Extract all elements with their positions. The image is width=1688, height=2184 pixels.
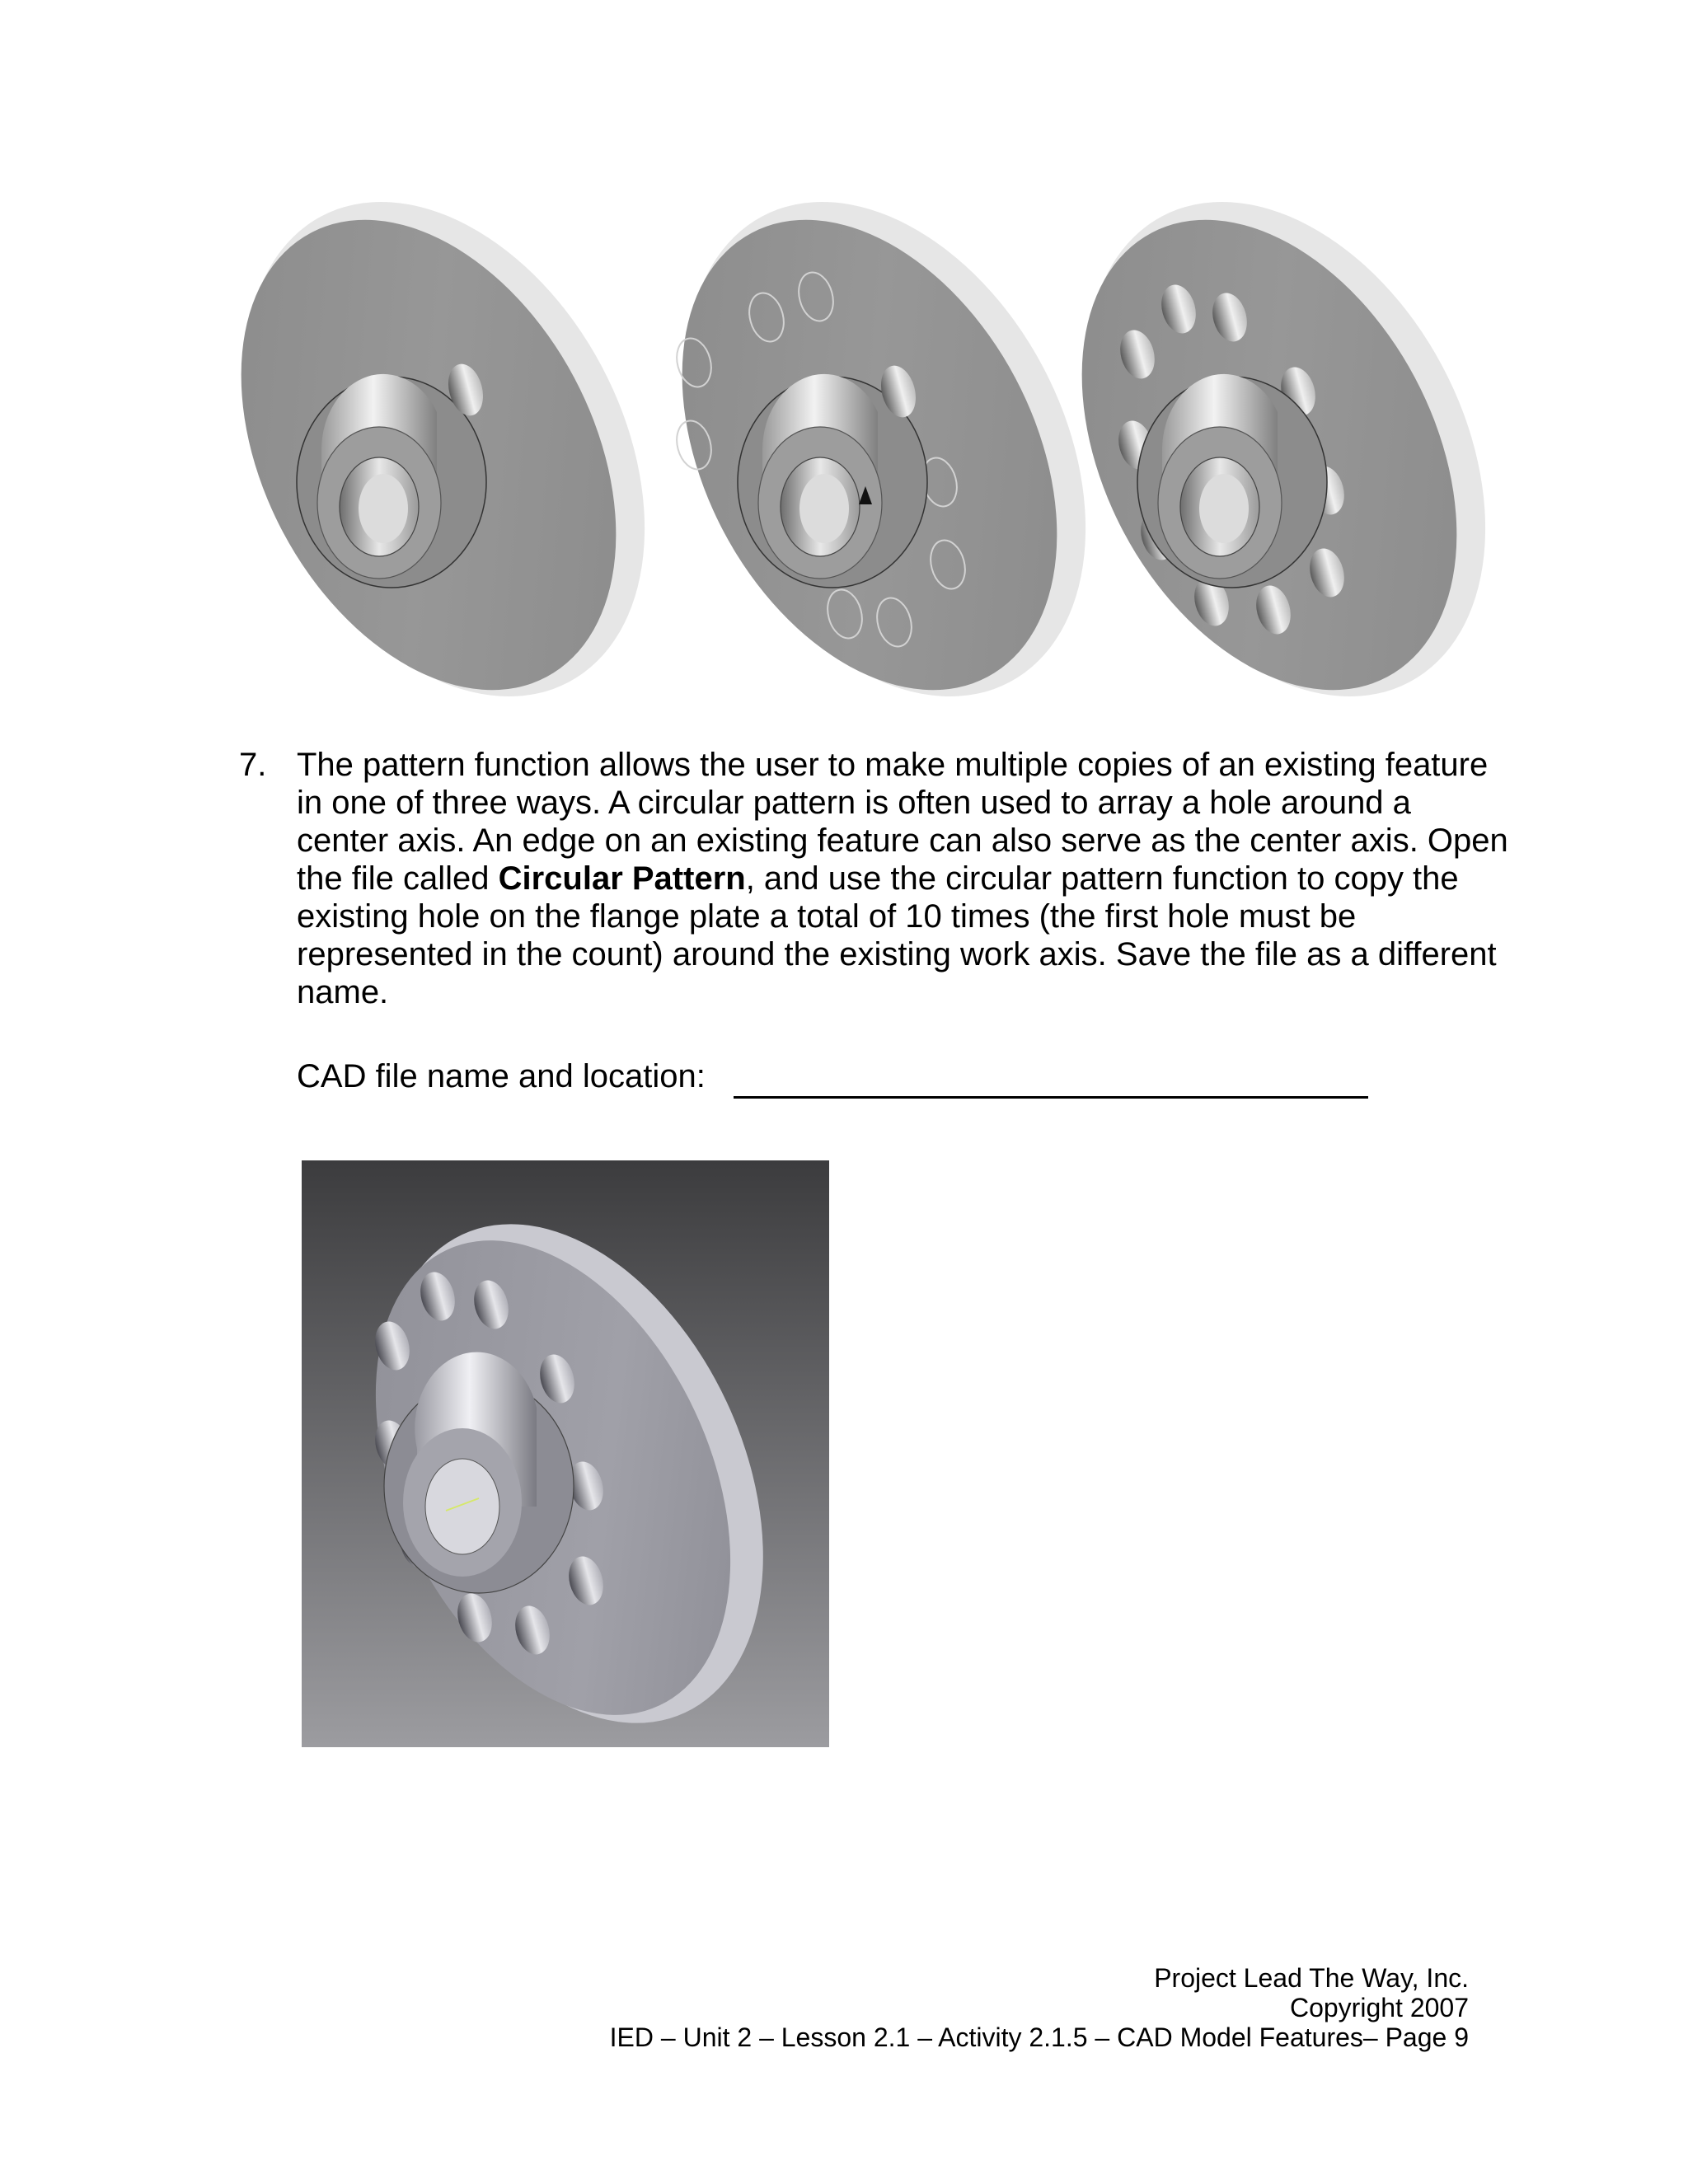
footer-copyright: Copyright 2007 [1289, 1993, 1469, 2022]
cad-file-input-line[interactable] [734, 1096, 1368, 1099]
footer-page-reference: IED – Unit 2 – Lesson 2.1 – Activity 2.1.5 – CAD Model Features– Page 9 [609, 2022, 1469, 2052]
flange-plate-ten-holes [1006, 198, 1492, 725]
cad-file-label: CAD file name and location: [297, 1058, 706, 1094]
flange-pattern-progression-figure [190, 198, 1492, 725]
step-text [297, 746, 1508, 1011]
flange-plate-single-hole [190, 198, 725, 725]
flange-plate-pattern-preview [606, 198, 1166, 725]
footer-organization: Project Lead The Way, Inc. [1154, 1963, 1469, 1993]
step-file-name-bold: Circular Pattern [498, 860, 746, 897]
step-text-after: , and use the circular pattern function to copy the existing hole on the flange plate a total of 10 times (the first hole must be represented in the count) around the existing work axis. Save the file as a different name. [297, 860, 1497, 1010]
step-text-before: The pattern function allows the user to make multiple copies of an existing feature in one of three ways. A circular pattern is often used to array a hole around a center axis. An edge on an existing feature can also serve as the center axis. Open the file called [297, 747, 1508, 897]
step-number: 7. [239, 747, 267, 783]
cad-viewport-render [302, 1160, 829, 1747]
